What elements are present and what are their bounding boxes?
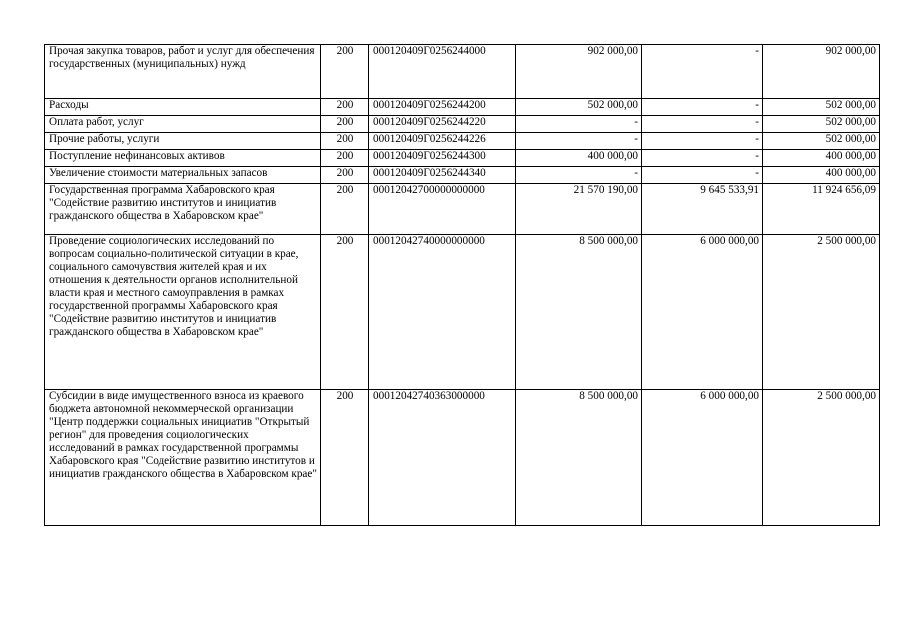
- budget-table: [44, 44, 880, 526]
- row-approved-cell: -: [516, 116, 642, 133]
- row-remaining-cell: 2 500 000,00: [763, 235, 880, 390]
- table-row: [45, 235, 880, 390]
- row-executed-cell: 6 000 000,00: [642, 390, 763, 526]
- row-budget-code-cell: 00012042740000000000: [369, 235, 516, 390]
- row-name-cell: Поступление нефинансовых активов: [45, 150, 321, 167]
- row-executed-cell: -: [642, 116, 763, 133]
- row-name-cell: Увеличение стоимости материальных запасов: [45, 167, 321, 184]
- table-row: [45, 116, 880, 133]
- row-line-code-cell: 200: [321, 45, 369, 99]
- row-line-code-cell: 200: [321, 184, 369, 235]
- row-line-code-cell: 200: [321, 235, 369, 390]
- row-budget-code-cell: 000120409Г0256244220: [369, 116, 516, 133]
- row-line-code-cell: 200: [321, 390, 369, 526]
- row-line-code-cell: 200: [321, 133, 369, 150]
- row-name-cell: Прочие работы, услуги: [45, 133, 321, 150]
- row-budget-code-cell: 000120409Г0256244300: [369, 150, 516, 167]
- row-remaining-cell: 2 500 000,00: [763, 390, 880, 526]
- row-executed-cell: 6 000 000,00: [642, 235, 763, 390]
- row-line-code-cell: 200: [321, 150, 369, 167]
- row-name-cell: Проведение социологических исследований по вопросам социально-политической ситуации в крае, социального самочувствия жителей края и их отношения к деятельности органов исполнительной власти края и местного самоуправления в рамках государственной программы Хабаровского края "Содействие развитию институтов и инициатив гражданского общества в Хабаровском крае": [45, 235, 321, 390]
- row-remaining-cell: 502 000,00: [763, 99, 880, 116]
- table-row: [45, 150, 880, 167]
- row-approved-cell: 400 000,00: [516, 150, 642, 167]
- row-executed-cell: -: [642, 150, 763, 167]
- row-budget-code-cell: 000120409Г0256244340: [369, 167, 516, 184]
- table-row: [45, 390, 880, 526]
- row-remaining-cell: 11 924 656,09: [763, 184, 880, 235]
- row-line-code-cell: 200: [321, 167, 369, 184]
- row-approved-cell: -: [516, 167, 642, 184]
- row-budget-code-cell: 000120409Г0256244226: [369, 133, 516, 150]
- row-remaining-cell: 502 000,00: [763, 133, 880, 150]
- row-name-cell: Оплата работ, услуг: [45, 116, 321, 133]
- row-approved-cell: 902 000,00: [516, 45, 642, 99]
- row-approved-cell: 502 000,00: [516, 99, 642, 116]
- table-row: [45, 167, 880, 184]
- row-budget-code-cell: 000120409Г0256244000: [369, 45, 516, 99]
- row-executed-cell: -: [642, 45, 763, 99]
- row-budget-code-cell: 00012042740363000000: [369, 390, 516, 526]
- row-name-cell: Государственная программа Хабаровского края "Содействие развитию институтов и инициатив гражданского общества в Хабаровском крае": [45, 184, 321, 235]
- row-approved-cell: 8 500 000,00: [516, 390, 642, 526]
- row-approved-cell: 8 500 000,00: [516, 235, 642, 390]
- row-budget-code-cell: 00012042700000000000: [369, 184, 516, 235]
- row-name-cell: Субсидии в виде имущественного взноса из краевого бюджета автономной некоммерческой организации "Центр поддержки социальных инициатив "Открытый регион" для проведения социологических исследований в рамках государственной программы Хабаровского края "Содействие развитию институтов и инициатив гражданского общества в Хабаровском крае": [45, 390, 321, 526]
- row-name-cell: Расходы: [45, 99, 321, 116]
- table-row: [45, 99, 880, 116]
- row-approved-cell: -: [516, 133, 642, 150]
- row-remaining-cell: 400 000,00: [763, 167, 880, 184]
- table-row: [45, 133, 880, 150]
- row-remaining-cell: 502 000,00: [763, 116, 880, 133]
- row-remaining-cell: 902 000,00: [763, 45, 880, 99]
- row-budget-code-cell: 000120409Г0256244200: [369, 99, 516, 116]
- row-line-code-cell: 200: [321, 99, 369, 116]
- table-row: [45, 45, 880, 99]
- row-executed-cell: 9 645 533,91: [642, 184, 763, 235]
- row-line-code-cell: 200: [321, 116, 369, 133]
- row-remaining-cell: 400 000,00: [763, 150, 880, 167]
- budget-table-body: [45, 45, 880, 526]
- row-executed-cell: -: [642, 133, 763, 150]
- table-row: [45, 184, 880, 235]
- row-name-cell: Прочая закупка товаров, работ и услуг для обеспечения государственных (муниципальных) нужд: [45, 45, 321, 99]
- row-approved-cell: 21 570 190,00: [516, 184, 642, 235]
- row-executed-cell: -: [642, 167, 763, 184]
- row-executed-cell: -: [642, 99, 763, 116]
